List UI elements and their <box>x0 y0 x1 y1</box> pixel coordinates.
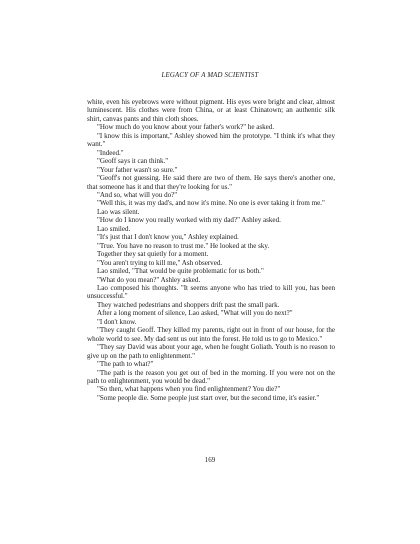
paragraph: "It's just that I don't know you," Ashley explained. <box>97 233 239 242</box>
paragraph: After a long moment of silence, Lao asked, "What will you do next?" <box>97 309 293 318</box>
paragraph: "They say David was about your age, when he fought Goliath. Youth is no reason to give up on the path to enlightenment." <box>87 343 335 360</box>
paragraph: "They caught Geoff. They killed my parents, right out in front of our house, for the whole world to see. My dad sent us out into the forest. He told us to go to Mexico." <box>87 326 335 343</box>
paragraph: "What do you mean?" Ashley asked. <box>97 275 201 284</box>
paragraph: "The path to what?" <box>97 360 154 369</box>
running-header: LEGACY OF A MAD SCIENTIST <box>161 72 259 79</box>
paragraph: "Indeed." <box>97 148 124 157</box>
paragraph: "How do I know you really worked with my dad?" Ashley asked. <box>97 216 281 225</box>
paragraph: "I know this is important," Ashley showed him the prototype. "I think it's what they want." <box>87 131 335 149</box>
page-number: 169 <box>204 456 216 464</box>
paragraph: "Geoff's not guessing. He said there are two of them. He says there's another one, that someone has it and that they're looking for us." <box>87 174 335 191</box>
paragraph: Lao smiled, "That would be quite problematic for us both." <box>97 267 264 276</box>
paragraph: "I don't know. <box>97 317 137 326</box>
paragraph: "How much do you know about your father's work?" he asked. <box>97 123 275 132</box>
paragraph: "The path is the reason you get out of bed in the morning. If you were not on the path to enlightenment, you would be dead." <box>87 368 335 385</box>
paragraph: Lao was silent. <box>97 207 140 216</box>
paragraph: Together they sat quietly for a moment. <box>97 250 209 259</box>
paragraph: Lao smiled. <box>97 224 131 233</box>
body-text <box>87 98 335 402</box>
paragraph: Lao composed his thoughts. "It seems anyone who has tried to kill you, has been unsuccessful." <box>87 283 335 301</box>
paragraph: "And so, what will you do?" <box>97 190 178 199</box>
paragraph: "True. You have no reason to trust me." He looked at the sky. <box>97 241 270 250</box>
paragraph: "Well this, it was my dad's, and now it's mine. No one is ever taking it from me." <box>97 199 325 208</box>
paragraph: "Your father wasn't so sure." <box>97 165 178 174</box>
paragraph: "You aren't trying to kill me," Ash observed. <box>97 258 223 267</box>
paragraph: "So then, what happens when you find enlightenment? You die?" <box>97 385 281 394</box>
paragraph: white, even his eyebrows were without pigment. His eyes were bright and clear, almost luminescent. His clothes were from China, or at least Chinatown; an authentic silk shirt, canvas pants and thin cloth shoes. <box>87 98 335 123</box>
paragraph: "Geoff says it can think." <box>97 157 169 166</box>
paragraph: "Some people die. Some people just start over, but the second time, it's easier." <box>97 393 320 402</box>
paragraph: They watched pedestrians and shoppers drift past the small park. <box>97 300 280 309</box>
